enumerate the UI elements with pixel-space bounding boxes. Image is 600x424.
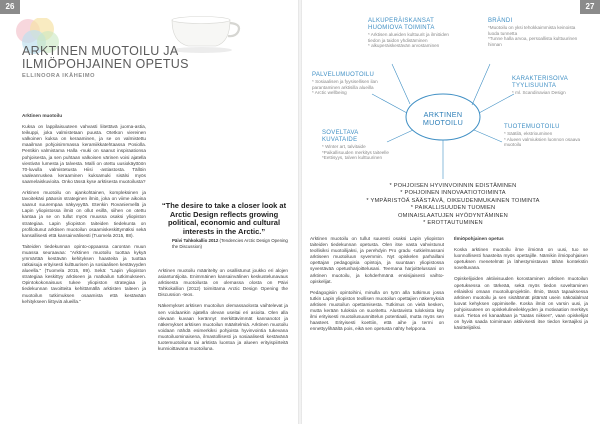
diagram-center-label: ARKTINEN MUOTOILU (422, 110, 464, 127)
diagram-box-title: BRÄNDI (488, 18, 513, 24)
diagram-box-item: * Säätilä, ekstriouminen (504, 131, 553, 136)
diagram-box-item: *Muotoilu on yksi tehokkaimmista keinoista luoda tunnetta (488, 25, 576, 36)
diagram-box-title: ALKUPERÄISKANSAT HUOMIOVA TOIMINTA (368, 18, 435, 31)
body-paragraph: Opiskelijoiden aktiivisuuden korostaminen arktisen muotoilun opetuksessa on tärkeää, sekä myös tiedon soveltaminen erilaisiksi omaan muotoiluprojektiin. Ilmiö, tässä tapauksessa arktinen muotoilu ja sen sisältämät pitämät usein näköalalmat luovat kehyksen oppimiselle. Koska ilmiö on varsin uusi, ja pohjoisuuteen on opiskelulineilekkyyden ja motivaation merkitys suuri. Tietoa eri kanaaltaan ja "taatas niiksen", vaan opiskelijat on hyviä saada toimimaan aktiivisesti itse tiedon keräajiksi ja käsittelijöiksi. (454, 276, 588, 331)
article-title: ARKTINEN MUOTOILU JA ILMIÖPOHJAINEN OPETUS (22, 44, 189, 71)
diagram-box-item: * ml. Scandinavian Design (512, 90, 566, 95)
diagram-box-item: * Alueen valmiuksien luonnon osaava muotoilu (504, 136, 581, 148)
diagram-box-item: * Arctic wellbeing (312, 90, 347, 96)
diagram-box-title: KARAKTERISOIVA TYYLISUUNTA (512, 76, 568, 89)
diagram-box-service-design (312, 72, 392, 96)
diagram-box-item: *Tunne halla arvoa, persoallista kulttuurinen hinnan (488, 36, 578, 47)
diagram-box-product-design (504, 124, 588, 148)
diagram-box-brand (488, 18, 582, 47)
goals-list-item: * POHJOISEN HYVINVOINNIN EDISTÄMINEN (389, 183, 517, 189)
pull-quote (158, 202, 290, 249)
goals-list-item: * EROTTAUTUMINEN (423, 220, 483, 227)
diagram-box-item: * Arktisen alueiden kulttuurit ja ilmiöiden tiedon ja taidon yhdistäminen (368, 32, 449, 43)
diagram-box-item: *Eettisyys, talven kulttuurinen (322, 155, 383, 161)
body-paragraph: Arktinen muotoilu on ajankohtainen, kompleksinen ja tavoitekäsi pääosin strateginen ilmiö, joka on viime aikoina saanut suurempaa näkyvyyttä. Etenkin Rovaniemellä ja Lapin yliopistossa ilmiö on ollut esillä, siihen on otettu kantaa ja se on tullut myös muussa osaksi yliopiston strategiaa. Lapin yliopiston taiteiden tiedekunta on profiloitunut arktisen muotoilun osaamiskeskittymäksi sekä kansallisesti että kansainvälisesti (Tuomela 2015, 88). (22, 190, 146, 238)
goals-list-item: OMINAISLAATUJEN HYÖDYNTÄMINEN (398, 212, 508, 219)
goals-list-item: * YMPÄRISTÖÄ SÄÄSTÄVÄ, OIKEUDENMUKAINEN TOIMINTA (366, 197, 540, 204)
section-heading: Ilmiöpohjainen opetus (454, 236, 504, 241)
body-paragraph: Arktinen muotoilu on tullut suuresti osaksi Lapin yliopiston taiteiden tiedekunnan opetusta. Olen itse vasta vahvistunut teollisiksi muotoilijaksi, ja perehdyin Pro gradu -tutkielmassani arktiseen muotoiluun syvemmin. Nyt opiskelen parhaillani opettajan pedagogisia opintoja, ja suuntaan yliopistossa syventävää opetusharjoittelusani. Teemana harjoittelussani on arktinen muotoilu, ja kohderhmänä ensisijaisesti vaihto-opiskelijat. (310, 236, 444, 284)
quote-source-name: Päivi Tahkokallio 2012 (172, 238, 219, 244)
body-paragraph: Taiteiden tiedekunnan opinto-oppaassa carontan muun muassa seuraavaa: "Arktinen muotoilu tuottaa kykyä ymmärtää kestävän kehityksen haasteita ja tuottaa ratkaisuja erityisesti kulttuurisen ja sosiaalisen kestävyyden alueella." (Tuomela 2015, 89). Sekä: "Lapin yliopiston strategiaa keskittyy arktiseen ja matkailun tutkimukseen. Opintokokonaisuus tukee yliopiston strategiaa ja tiedekunnan tavoitteita kehittämällä arktisten taiteen ja muotoilun tutkimuksen osaamista että kestävään kehitykseen liittyviä alueilla." (22, 243, 146, 304)
diagram-box-item: * alkuperäiskestävän arvostaminen (368, 43, 440, 49)
arctic-design-diagram (302, 12, 600, 184)
diagram-box-item: * Winter art, talvitaide (322, 144, 366, 149)
quote-source (172, 238, 290, 248)
body-paragraph: Kuksa on lappilaisuuteen vahvasti liitettävä juoma-astia, teikuppi, joka valmistetaan puusta. Otetkon viereinen valkoinen kuksa on keraaminen, ja se on valmistettu maailman pohjoisimmassa keramiikkatehtaassa Posiolla. Pentikin valmistama Halla -muki on saanut inspiraationsa pohjoisesta, ja sen puhtaan valkoisen värinen voisi ajatella viestivän lumesta ja talvesta. Malli on otettu uusiokäyttöön 70-luvulla valmistetusta Hiisi -astiastosta. Tällöin vaaleanruskea keraaminen kuksamuki sisälsi myös saamelaiskuvioita. Onko tässä kyse arktisesta muotoilusta? (22, 124, 146, 184)
section-heading: Arktinen muotoilu (22, 113, 63, 118)
right-column-1 (310, 236, 444, 337)
diagram-box-item: * Sosiaalisen ja fyysisellisen ilan parantaminen arktisilla alueilla (312, 79, 378, 90)
goals-list (354, 183, 552, 227)
body-paragraph: Koska arktinen muotoilu ilme ilmiönä on uusi, tuo se luonnollisesti haasteita myös opettajille. Nämikin ilmiöpohjaisen opetuksen menetelmät ja lähestymistavan tähän kontekstin soveltuvana. (454, 247, 588, 271)
diagram-box-title: PALVELUMUOTOILU (312, 72, 375, 78)
goals-list-item: * PAIKALLISUUDEN TUOMIEN (410, 205, 496, 212)
right-column-2 (454, 236, 588, 336)
left-column-2 (158, 268, 288, 357)
body-paragraph: Näkemykset arktisen muotoilun olemassaolosta vaihtelevat ja sen voidaankin ajatella olevan useitai eri asioita. Olen alla olevaan kuvaan kerännyt merkittävimmät kannanotot ja näkemykset arktisen muotoilun määritelmiä. Arktinen muotoilu voidaan nähdä esimerkiksi pohjoista hyvinvointia tukevana muotoiluominaisena, ilmastollisesti ja sosiaalisesti kestävänä tuotemuotoiluna tai arktista luontoa ja alueen erityispiirteitä kunnioittavana muotoiluna. (158, 303, 288, 352)
left-page (0, 0, 298, 424)
diagram-box-style (512, 76, 592, 96)
diagram-box-title: SOVELTAVA KUVATAIDE (322, 130, 359, 143)
diagram-box-item: *Paikallisuuden merkitys taiteelle (322, 149, 389, 155)
body-paragraph: Arktinen muotoilu määritelty on osallistunut joukko eri alojen asiantuntijoita. Enimmäinen kansainvälinen keskustelunavaus arktisesta muotoilusta on olemassa olosta on Päivi Tahkokallion (2012) toimittama Arctic Design Opening the Discussion -teos. (158, 268, 288, 298)
page-number-left: 26 (0, 0, 20, 14)
diagram-box-title: TUOTEMUOTOILU (504, 124, 560, 130)
quote-source-rest: (Tendencies Arctic Design Opening the Discussion) (172, 238, 288, 249)
left-column-1 (22, 113, 146, 310)
article-author: ELLINOORA IKÄHEIMO (22, 73, 96, 79)
page-number-right: 27 (580, 0, 600, 14)
quote-text: “The desire to take a closer look at Arctic Design reflects growing political, economic and cultural interests in the Arctic.” (161, 201, 287, 236)
body-paragraph: Pedagogisiin opintoihini, minulla on työn alla tutkimus jossa tutkin Lapin yliopiston teollisen muotoilun opettajien näkemyksiä arktisen muotoilun opettamisesta. Tutkimus on vielä kesken, mutta kerään tuloksia on suoritettu. Alustavista tuloksista käy ilmi erityisesti muotoilusuunnittelun potentiaali, mutta myös sen haasteet. Erityisesti koettiin, että aihe ja termi on ennettyylihäältä pois, eikä sen opetusta nähty helppona. (310, 289, 444, 332)
right-page (302, 0, 600, 424)
diagram-box-applied-art (322, 130, 394, 161)
diagram-box-indigenous (368, 18, 460, 49)
goals-list-item: * POHJOINEN INNOVAATIOTOIMINTA (400, 190, 506, 197)
